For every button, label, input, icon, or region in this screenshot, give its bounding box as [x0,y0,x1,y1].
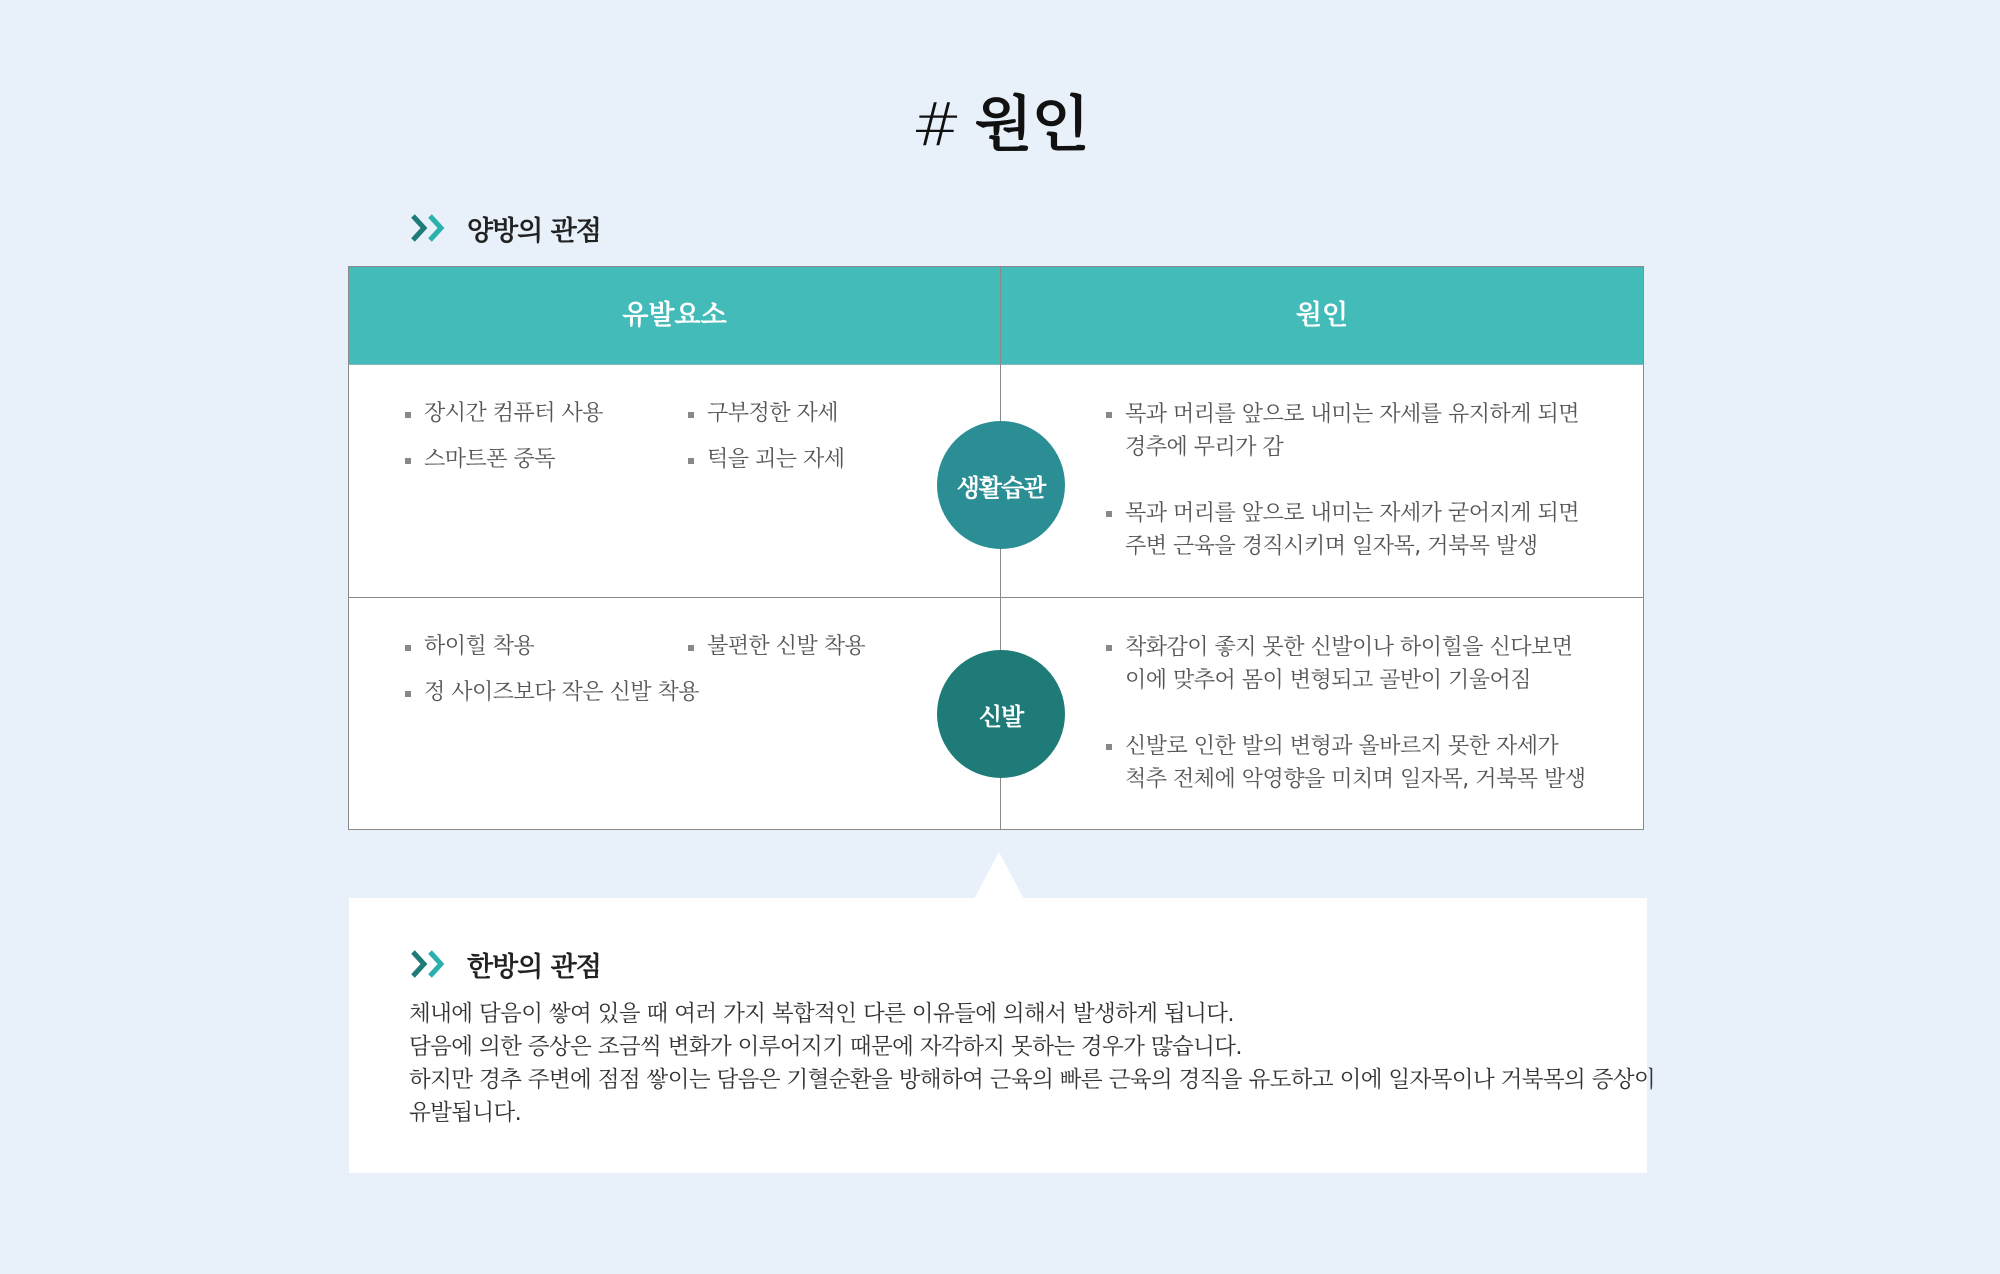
western-section-heading [409,208,601,248]
oriental-paragraph-line: 하지만 경추 주변에 점점 쌓이는 담음은 기혈순환을 방해하여 근육의 빠른 근육의 경직을 유도하고 이에 일자목이나 거북목의 증상이 [409,1067,1656,1093]
category-badge-lifestyle: 생활습관 [937,421,1065,549]
oriental-heading-label: 한방의 관점 [467,951,601,983]
oriental-paragraph-line: 유발됩니다. [409,1100,522,1126]
category-badge-shoes: 신발 [937,650,1065,778]
header-cause: 원인 [1295,300,1349,331]
cause-item [1125,398,1579,464]
trigger-item: 불편한 신발 착용 [707,631,865,663]
row-divider [349,597,1643,598]
cause-line: 주변 근육을 경직시키며 일자목, 거북목 발생 [1125,534,1538,559]
double-chevron-right-icon [409,948,449,980]
trigger-item: 구부정한 자세 [707,398,838,430]
double-chevron-right-icon [409,212,449,244]
cause-line: 목과 머리를 앞으로 내미는 자세를 유지하게 되면 [1125,402,1580,427]
header-trigger: 유발요소 [622,300,727,331]
trigger-item: 정 사이즈보다 작은 신발 착용 [424,677,699,709]
cause-line: 신발로 인한 발의 변형과 올바르지 못한 자세가 [1125,734,1559,759]
trigger-item: 턱을 괴는 자세 [707,444,845,476]
box-pointer [974,852,1024,899]
cause-line: 착화감이 좋지 못한 신발이나 하이힐을 신다보면 [1125,635,1573,660]
oriental-paragraph-line: 체내에 담음이 쌓여 있을 때 여러 가지 복합적인 다른 이유들에 의해서 발생하게 됩니다. [409,1001,1234,1027]
cause-line: 경추에 무리가 감 [1125,435,1284,460]
cause-item [1125,730,1586,796]
page-title [0,90,2000,160]
oriental-paragraph-line: 담음에 의한 증상은 조금씩 변화가 이루어지기 때문에 자각하지 못하는 경우가 많습니다. [409,1034,1242,1060]
cause-item [1125,497,1579,563]
trigger-item: 스마트폰 중독 [424,444,555,476]
cause-item [1125,631,1573,697]
trigger-item: 하이힐 착용 [424,631,534,663]
cause-line: 이에 맞추어 몸이 변형되고 골반이 기울어짐 [1125,668,1532,693]
western-heading-label: 양방의 관점 [467,215,601,247]
trigger-item: 장시간 컴퓨터 사용 [424,398,603,430]
oriental-section-heading [409,944,601,984]
title-word: 원인 [974,90,1089,160]
table-header [349,267,1643,365]
cause-line: 목과 머리를 앞으로 내미는 자세가 굳어지게 되면 [1125,501,1580,526]
title-hash: # [911,90,961,160]
cause-line: 척추 전체에 악영향을 미치며 일자목, 거북목 발생 [1125,767,1586,792]
